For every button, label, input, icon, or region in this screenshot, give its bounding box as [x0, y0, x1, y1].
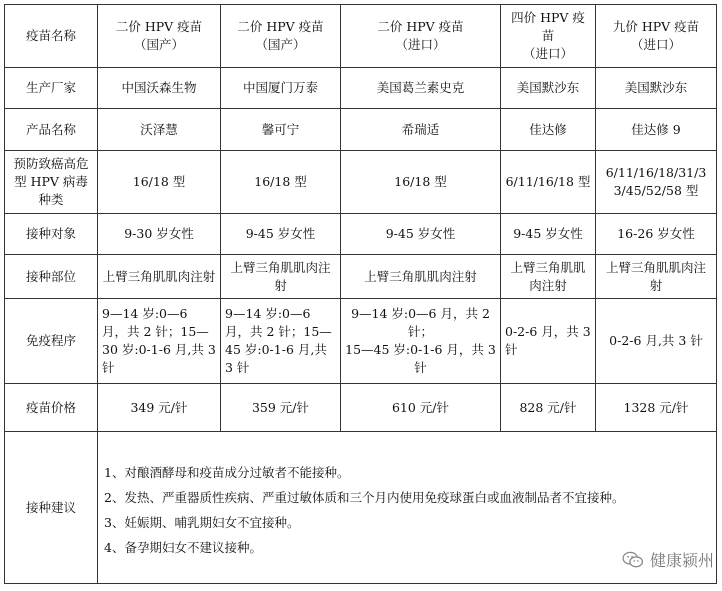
table-cell: 佳达修	[501, 109, 596, 151]
table-cell: 希瑞适	[341, 109, 501, 151]
table-cell: 美国默沙东	[596, 68, 717, 109]
advice-text: 1、对酿酒酵母和疫苗成分过敏者不能接种。 2、发热、严重器质性疾病、严重过敏体质和三个月内使用免疫球蛋白或血液制品者不宜接种。 3、妊娠期、哺乳期妇女不宜接种。 4、备孕期妇女不建议接种。	[98, 432, 717, 584]
table-row	[5, 68, 717, 109]
table-cell: 美国默沙东	[501, 68, 596, 109]
table-cell: 上臂三角肌肌肉注射	[221, 255, 341, 299]
header-col-4: 四价 HPV 疫苗 （进口）	[501, 5, 596, 68]
hpv-vaccine-comparison	[4, 4, 717, 584]
table-cell: 1328 元/针	[596, 384, 717, 432]
table-cell: 美国葛兰素史克	[341, 68, 501, 109]
wechat-icon	[622, 551, 644, 569]
table-cell: 9-45 岁女性	[501, 214, 596, 255]
advice-label: 接种建议	[5, 432, 98, 584]
table-cell: 6/11/16/18/31/33/45/52/58 型	[596, 151, 717, 214]
table-cell: 349 元/针	[98, 384, 221, 432]
table-cell: 16/18 型	[341, 151, 501, 214]
header-col-5: 九价 HPV 疫苗 （进口）	[596, 5, 717, 68]
row-label: 生产厂家	[5, 68, 98, 109]
header-row	[5, 5, 717, 68]
table-cell: 佳达修 9	[596, 109, 717, 151]
row-label: 免疫程序	[5, 299, 98, 384]
row-label: 接种对象	[5, 214, 98, 255]
table-cell: 359 元/针	[221, 384, 341, 432]
table-cell: 9—14 岁:0—6 月，共 2 针；15—30 岁:0-1-6 月,共 3 针	[98, 299, 221, 384]
table-cell: 上臂三角肌肌肉注射	[501, 255, 596, 299]
table-cell: 16/18 型	[98, 151, 221, 214]
table-cell: 上臂三角肌肌肉注射	[596, 255, 717, 299]
table-row	[5, 151, 717, 214]
table-cell: 9—14 岁:0—6 月，共 2 针；15—45 岁:0-1-6 月,共 3 针	[221, 299, 341, 384]
table-cell: 9-45 岁女性	[221, 214, 341, 255]
row-label: 疫苗价格	[5, 384, 98, 432]
table-cell: 0-2-6 月，共 3 针	[501, 299, 596, 384]
header-col-2: 二价 HPV 疫苗 （国产）	[221, 5, 341, 68]
table-cell: 0-2-6 月,共 3 针	[596, 299, 717, 384]
table-cell: 610 元/针	[341, 384, 501, 432]
table-row	[5, 109, 717, 151]
table-cell: 上臂三角肌肌肉注射	[341, 255, 501, 299]
table-cell: 9-45 岁女性	[341, 214, 501, 255]
table-cell: 上臂三角肌肌肉注射	[98, 255, 221, 299]
watermark-text: 健康颍州	[649, 551, 714, 570]
table-cell: 16/18 型	[221, 151, 341, 214]
table-cell: 馨可宁	[221, 109, 341, 151]
watermark	[622, 548, 714, 571]
table-row	[5, 214, 717, 255]
table-cell: 16-26 岁女性	[596, 214, 717, 255]
table-row	[5, 299, 717, 384]
table-cell: 沃泽慧	[98, 109, 221, 151]
table-cell: 828 元/针	[501, 384, 596, 432]
row-label: 接种部位	[5, 255, 98, 299]
table-cell: 9—14 岁:0—6 月，共 2 针； 15—45 岁:0-1-6 月，共 3 针	[341, 299, 501, 384]
table-cell: 6/11/16/18 型	[501, 151, 596, 214]
vaccine-table	[4, 4, 717, 584]
row-label: 产品名称	[5, 109, 98, 151]
table-cell: 中国沃森生物	[98, 68, 221, 109]
table-cell: 9-30 岁女性	[98, 214, 221, 255]
table-row	[5, 384, 717, 432]
header-col-3: 二价 HPV 疫苗 （进口）	[341, 5, 501, 68]
header-label: 疫苗名称	[5, 5, 98, 68]
table-cell: 中国厦门万泰	[221, 68, 341, 109]
header-col-1: 二价 HPV 疫苗 （国产）	[98, 5, 221, 68]
advice-row	[5, 432, 717, 584]
row-label: 预防致癌高危型 HPV 病毒种类	[5, 151, 98, 214]
table-row	[5, 255, 717, 299]
